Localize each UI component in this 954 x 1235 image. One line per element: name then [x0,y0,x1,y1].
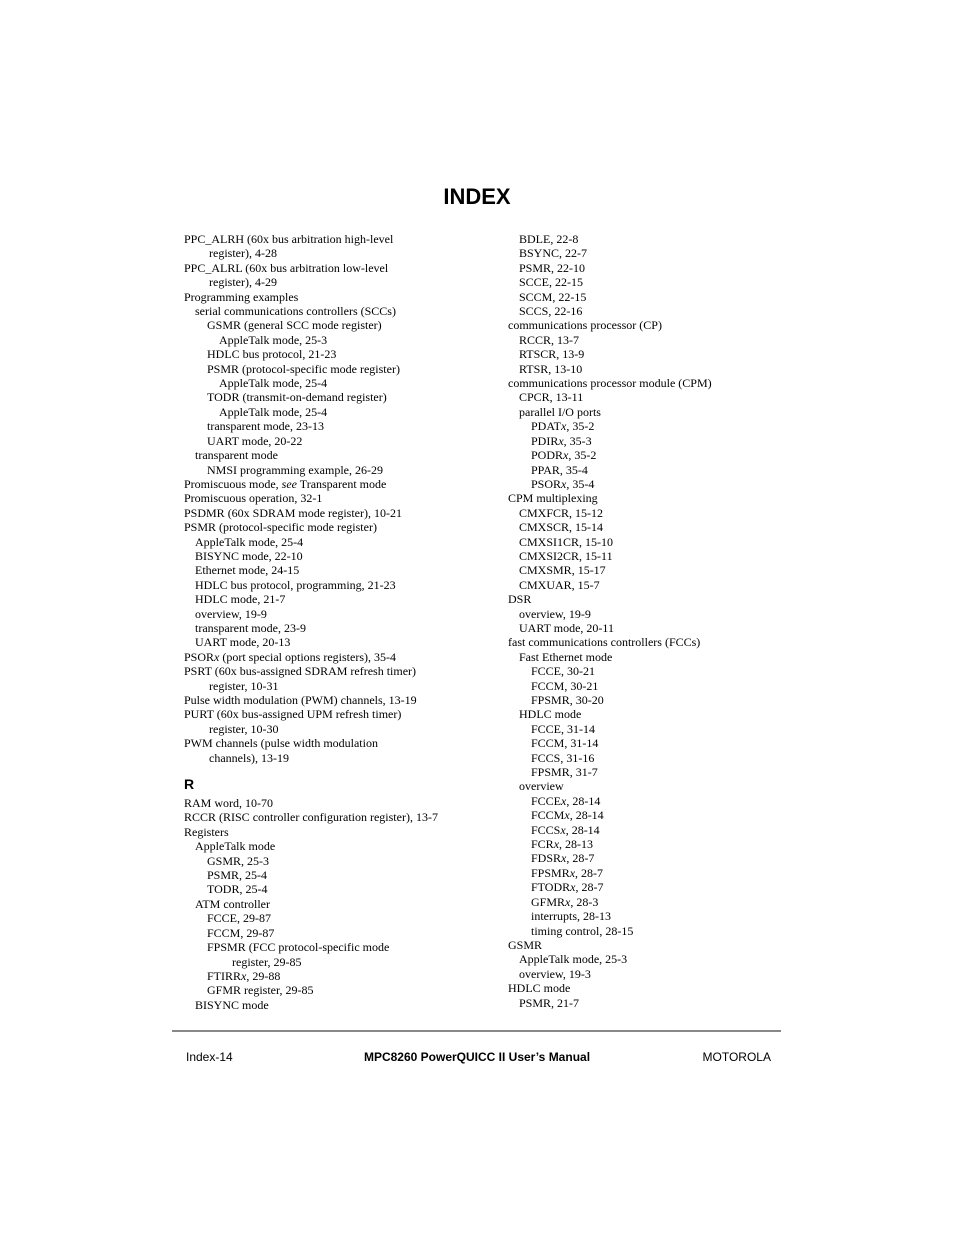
index-entries-p [184,232,494,765]
index-entry: PSMR, 21-7 [519,995,580,1010]
index-entry: AppleTalk mode, 25-4 [219,404,328,419]
index-entry: PURT (60x bus-assigned UPM refresh timer) [184,707,402,722]
index-entry: GFMR register, 29-85 [207,983,314,998]
index-entry: SCCE, 22-15 [519,275,584,290]
index-entry: parallel I/O ports [519,404,601,419]
index-entry: FCCE, 31-14 [531,721,596,736]
index-entry: serial communications controllers (SCCs) [195,304,396,319]
index-entry: SCCS, 22-16 [519,304,583,319]
index-entry: CMXUAR, 15-7 [519,577,600,592]
footer-company: MOTOROLA [702,1050,771,1064]
index-entry: AppleTalk mode, 25-3 [519,952,628,967]
index-entry: PODRx, 35-2 [531,448,597,463]
index-entry: FDSRx, 28-7 [531,851,595,866]
index-entry: fast communications controllers (FCCs) [508,635,701,650]
index-column-right [508,232,798,1010]
index-entry: FCCM, 29-87 [207,925,275,940]
index-entry: HDLC mode, 21-7 [195,592,286,607]
index-title: INDEX [443,184,511,209]
index-entry: PSDMR (60x SDRAM mode register), 10-21 [184,505,402,520]
index-entry: BISYNC mode, 22-10 [195,548,303,563]
index-entry: FCCE, 29-87 [207,911,272,926]
index-entry: GSMR, 25-3 [207,853,270,868]
index-entry: Pulse width modulation (PWM) channels, 13-19 [184,693,417,707]
index-entry: register, 10-31 [209,678,279,693]
index-entry: overview [519,779,564,794]
index-entry: AppleTalk mode, 25-4 [219,376,328,391]
index-entry: PSORx, 35-4 [531,476,595,491]
index-entry: FCCE, 30-21 [531,664,596,679]
index-entry: Fast Ethernet mode [519,649,613,664]
index-entry: interrupts, 28-13 [531,909,611,924]
index-entry: CMXSCR, 15-14 [519,520,604,535]
index-entry: PPAR, 35-4 [531,462,588,477]
index-column-left [184,232,494,1012]
index-entry: BSYNC, 22-7 [519,246,588,261]
index-entry: UART mode, 20-13 [195,635,291,650]
index-entry: PPC_ALRH (60x bus arbitration high-level [184,232,394,246]
index-entry: BISYNC mode [195,997,269,1012]
index-entry: UART mode, 20-22 [207,433,303,448]
index-entry: TODR (transmit-on-demand register) [207,390,387,405]
index-entry: FPSMR (FCC protocol-specific mode [207,940,390,955]
index-entry: RAM word, 10-70 [184,796,273,811]
index-entry: overview, 19-9 [519,606,591,621]
index-entry: communications processor (CP) [508,318,662,333]
index-entry: CPCR, 13-11 [519,390,584,405]
index-entry: PSMR (protocol-specific mode register) [184,520,377,535]
index-entry: ATM controller [195,896,270,911]
index-entry: RTSCR, 13-9 [519,347,585,362]
index-entry: GSMR (general SCC mode register) [207,318,382,333]
index-entry: PSORx (port special options registers), 35-4 [184,649,396,664]
index-entry: FTIRRx, 29-88 [207,968,281,983]
index-entry: CMXFCR, 15-12 [519,505,604,520]
index-entry: TODR, 25-4 [207,882,268,897]
index-entry: PDATx, 35-2 [531,419,595,434]
index-entry: overview, 19-9 [195,606,267,621]
index-entry: PPC_ALRL (60x bus arbitration low-level [184,260,389,275]
index-entry: CMXSMR, 15-17 [519,563,606,578]
index-entry: Promiscuous operation, 32-1 [184,491,323,506]
index-entry: FCCEx, 28-14 [531,793,601,808]
index-entry: FCCM, 30-21 [531,678,599,693]
index-entry: PSMR, 25-4 [207,868,268,883]
index-entries-continued [508,232,798,1010]
index-entry: FPSMR, 30-20 [531,693,604,707]
index-entry: HDLC mode [519,707,582,722]
index-entry: UART mode, 20-11 [519,620,614,635]
index-entry: CMXSI1CR, 15-10 [519,534,614,549]
index-entry: PSMR, 22-10 [519,260,586,275]
index-entry: timing control, 28-15 [531,923,634,938]
index-entry: communications processor module (CPM) [508,376,712,391]
index-entry: channels), 13-19 [209,750,289,765]
index-entry: FPSMRx, 28-7 [531,865,604,880]
index-entry: CPM multiplexing [508,491,598,506]
index-entry: NMSI programming example, 26-29 [207,462,383,477]
index-entry: PDIRx, 35-3 [531,433,592,448]
index-entry: RTSR, 13-10 [519,361,583,376]
index-entry: PWM channels (pulse width modulation [184,736,378,751]
index-entry: register), 4-29 [209,275,277,290]
index-entry: AppleTalk mode, 25-3 [219,332,328,347]
index-entry: RCCR (RISC controller configuration register), 13-7 [184,810,438,825]
index-entry: register, 10-30 [209,721,279,736]
index-entry: FCCM, 31-14 [531,736,599,751]
section-letter: R [184,776,195,793]
index-entry: AppleTalk mode, 25-4 [195,534,304,549]
index-entry: FCCSx, 28-14 [531,822,600,837]
index-entry: Ethernet mode, 24-15 [195,563,300,578]
index-entry: AppleTalk mode [195,839,276,854]
index-entry: overview, 19-3 [519,966,591,981]
index-entry: BDLE, 22-8 [519,232,579,246]
index-entry: transparent mode, 23-9 [195,620,306,635]
index-entry: FPSMR, 31-7 [531,765,598,780]
footer-manual-title: MPC8260 PowerQUICC II User’s Manual [363,1050,591,1064]
index-entry: DSR [508,592,532,607]
index-entry: Programming examples [184,289,299,304]
index-entry: FCCS, 31-16 [531,750,595,765]
index-entry: FCCMx, 28-14 [531,808,604,823]
index-entry: Promiscuous mode, see Transparent mode [184,476,387,491]
index-entry: register), 4-28 [209,246,277,261]
index-entry: HDLC bus protocol, programming, 21-23 [195,577,396,592]
index-entries-r [184,796,494,1012]
index-entry: transparent mode [195,448,278,463]
index-entry: register, 29-85 [232,954,302,969]
index-entry: Registers [184,824,229,839]
index-entry: SCCM, 22-15 [519,289,587,304]
footer-divider [172,1030,781,1032]
index-entry: HDLC mode [508,981,571,996]
index-entry: RCCR, 13-7 [519,332,580,347]
footer-page-number: Index-14 [186,1050,233,1064]
index-entry: GSMR [508,937,543,952]
index-entry: FTODRx, 28-7 [531,880,604,895]
index-entry: HDLC bus protocol, 21-23 [207,347,337,362]
index-entry: PSRT (60x bus-assigned SDRAM refresh timer) [184,664,417,679]
index-entry: GFMRx, 28-3 [531,894,599,909]
index-entry: CMXSI2CR, 15-11 [519,548,613,563]
index-entry: PSMR (protocol-specific mode register) [207,361,400,376]
index-entry: transparent mode, 23-13 [207,419,324,434]
index-entry: FCRx, 28-13 [531,837,594,852]
